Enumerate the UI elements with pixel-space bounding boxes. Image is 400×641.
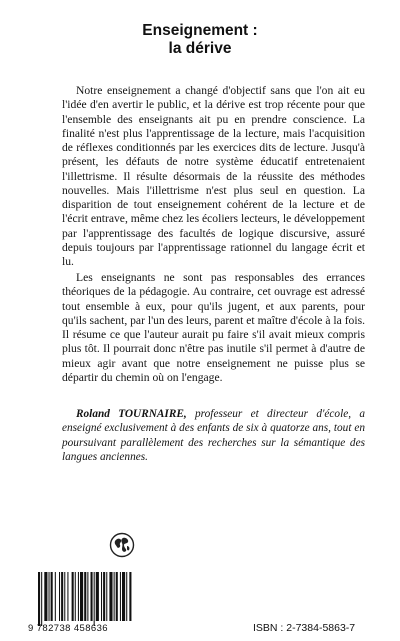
- barcode-bar: [106, 572, 107, 621]
- barcode-bar: [55, 572, 56, 621]
- barcode-bar: [94, 572, 95, 626]
- author-bio: [62, 407, 365, 464]
- barcode-bar: [129, 572, 131, 621]
- barcode-bar: [80, 572, 83, 621]
- barcode-bar: [61, 572, 63, 621]
- barcode-bar: [49, 572, 50, 621]
- barcode-bar: [38, 572, 40, 626]
- globe-logo-icon: [109, 532, 135, 558]
- title-line-1: Enseignement :: [142, 22, 258, 39]
- barcode-bar: [75, 572, 76, 621]
- paragraph-2-text: Les enseignants ne sont pas responsables des errances théoriques de la pédagogie. Au contraire, cet ouvrage est adressé tout ensemble à eux, pour qu'ils jugent, et aux parents, pour qu'ils sachent, par l'un des leurs, parent et maître d'école à la fois. Il résume ce que l'auteur aurait pu faire s'il avait mieux compris plus tôt. Il pourrait donc n'être pas inutile s'il permet à d'autre de mieux agir avant que notre enseignement ne puisse plus se départir du chemin où on l'engage.: [62, 271, 365, 384]
- barcode-bar: [78, 572, 79, 621]
- barcode-bar: [67, 572, 68, 621]
- paragraph-1: [62, 84, 365, 269]
- barcode-bar: [72, 572, 74, 621]
- barcode-bar: [126, 572, 127, 621]
- barcode-bar: [51, 572, 53, 621]
- barcode-bar: [91, 572, 93, 621]
- barcode-bar: [44, 572, 47, 621]
- author-bio-text: professeur et directeur d'école, a enseigné exclusivement à des enfants de six à quatorze ans, tout en poursuivant parallèlement des recherches sur la sémantique des langues anciennes.: [62, 408, 365, 463]
- barcode-bar: [101, 572, 102, 621]
- barcode-bar: [87, 572, 88, 621]
- barcode-bar: [122, 572, 125, 621]
- paragraph-1-text: Notre enseignement a changé d'objectif sans que l'on ait eu l'idée d'en avertir le public, et la dérive est trop récente pour que l'ensemble des enseignants ait pu en prendre conscience. La finalité n'est plus l'apprentissage de la lecture, mais l'acquisition de réflexes conditionnés par les exercices dits de lecture. Jusqu'à présent, les défauts de notre système éducatif entretenaient l'illettrisme. Il résulte désormais de la réussite des méthodes nouvelles. Mais l'illettrisme n'est plus seul en question. La disparition de tout enseignement cohérent de la lecture et de l'écrit entrave, même chez les écoliers lecteurs, le développement par l'apprentissage des facultés de logique discursive, assuré depuis toujours par l'apprentissage rationnel du langage écrit et lu.: [62, 84, 365, 268]
- barcode-bar: [59, 572, 60, 621]
- isbn-label: ISBN : 2-7384-5863-7: [253, 622, 356, 634]
- paragraph-2: [62, 271, 365, 385]
- title-line-2: la dérive: [168, 40, 232, 57]
- barcode-bar: [120, 572, 121, 621]
- barcode-bar: [41, 572, 42, 626]
- author-name: Roland TOURNAIRE,: [76, 408, 187, 420]
- barcode-bar: [109, 572, 112, 621]
- barcode-bar: [64, 572, 65, 621]
- barcode-bar: [84, 572, 86, 621]
- barcode-digits: 9 782738 458636: [28, 623, 108, 634]
- barcode-bar: [116, 572, 118, 621]
- barcode-bar: [114, 572, 115, 621]
- barcode-bar: [96, 572, 99, 621]
- barcode-bar: [103, 572, 105, 621]
